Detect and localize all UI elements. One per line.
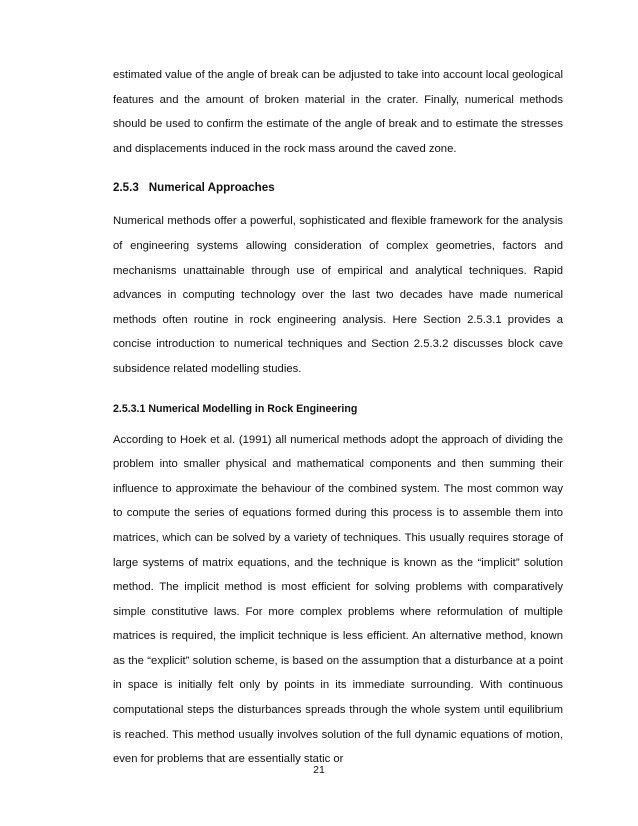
page-number: 21 xyxy=(313,764,325,776)
section-number: 2.5.3 xyxy=(113,181,139,195)
section-title: Numerical Approaches xyxy=(148,181,275,195)
section-heading xyxy=(113,179,563,197)
paragraph-hoek: According to Hoek et al. (1991) all numerical methods adopt the approach of dividing the problem into smaller physical and mathematical components and then summing their influence to approximate the behaviour of the combined system. The most common way to compute the series of equations formed during this process is to assemble them into matrices, which can be solved by a variety of techniques. This usually requires storage of large systems of matrix equations, and the technique is known as the “implicit” solution method. The implicit method is most efficient for solving problems with comparatively simple constitutive laws. For more complex problems where reformulation of multiple matrices is required, the implicit technique is less efficient. An alternative method, known as the “explicit” solution scheme, is based on the assumption that a disturbance at a point in space is initially felt only by points in its immediate surrounding. With continuous computational steps the disturbances spreads through the whole system until equilibrium is reached. This method usually involves solution of the full dynamic equations of motion, even for problems that are essentially static or xyxy=(113,433,563,766)
document-page xyxy=(113,63,563,786)
paragraph-numerical-approaches: Numerical methods offer a powerful, sophisticated and flexible framework for the analysis of engineering systems allowing consideration of complex geometries, factors and mechanisms unattainable through use of empirical and analytical techniques. Rapid advances in computing technology over the last two decades have made numerical methods often routine in rock engineering analysis. Here Section 2.5.3.1 provides a concise introduction to numerical techniques and Section 2.5.3.2 discusses block cave subsidence related modelling studies. xyxy=(113,215,563,375)
subsection-heading: 2.5.3.1 Numerical Modelling in Rock Engineering xyxy=(113,402,358,415)
paragraph-intro: estimated value of the angle of break can be adjusted to take into account local geological features and the amount of broken material in the crater. Finally, numerical methods should be used to confirm the estimate of the angle of break and to estimate the stresses and displacements induced in the rock mass around the caved zone. xyxy=(113,69,563,155)
